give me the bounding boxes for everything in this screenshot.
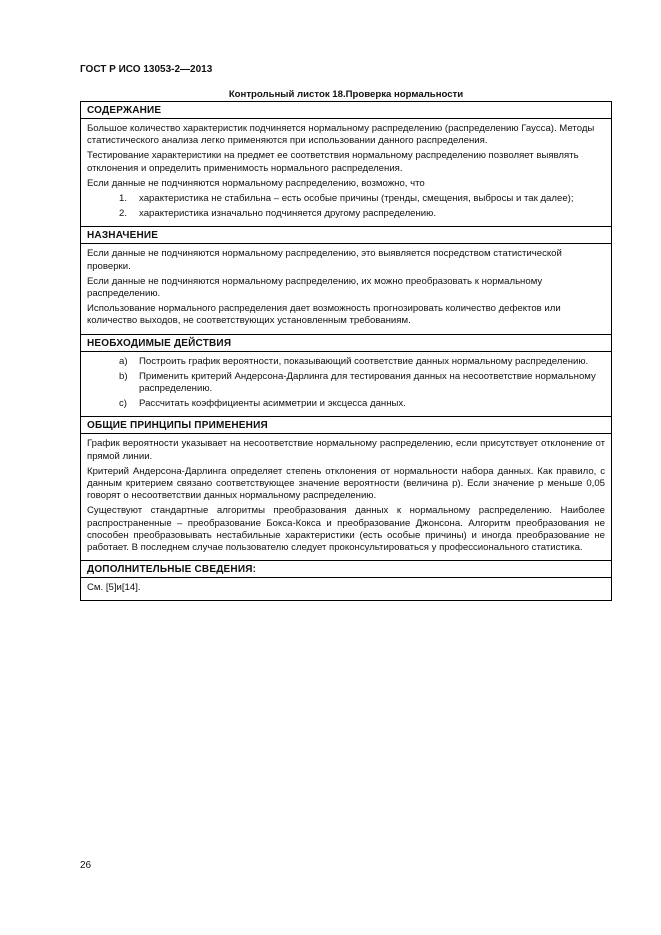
list-item	[87, 193, 605, 205]
section-title: СОДЕРЖАНИЕ	[81, 102, 611, 119]
list-item	[87, 371, 605, 395]
document-header: ГОСТ Р ИСО 13053-2—2013	[80, 64, 213, 75]
list-marker: a)	[119, 355, 128, 367]
section-title: ОБЩИЕ ПРИНЦИПЫ ПРИМЕНЕНИЯ	[81, 417, 611, 434]
list-item	[87, 356, 605, 368]
paragraph: Использование нормального распределения дает возможность прогнозировать количество дефектов или количество выходов, не соответствующих установленным требованиям.	[87, 303, 561, 327]
paragraph: Тестирование характеристики на предмет ее соответствия нормальному распределению позволяет выявлять отклонения и определить применимость нормального распределения.	[87, 150, 579, 174]
list-item-text: Применить критерий Андерсона-Дарлинга для тестирования данных на несоответствие нормальному распределению.	[139, 370, 596, 395]
list-marker: b)	[119, 370, 128, 382]
list-item	[87, 208, 605, 220]
section-title: ДОПОЛНИТЕЛЬНЫЕ СВЕДЕНИЯ:	[81, 561, 611, 578]
paragraph: Существуют стандартные алгоритмы преобразования данных к нормальному распределению. Наиболее распространенные – преобразование Бокса-Кокса и преобразование Джонсона. Алгоритм преобразования не способен преобразовывать нестабильные характеристики (есть особые причины) и иногда преобразование не работает. В последнем случае пользователю следует проконсультироваться у профессионального статистика.	[87, 505, 605, 554]
section-content	[81, 102, 611, 227]
list-item	[87, 398, 605, 410]
paragraph: См. [5]и[14].	[87, 582, 141, 594]
section-title: НАЗНАЧЕНИЕ	[81, 227, 611, 244]
list-item-text: характеристика не стабильна – есть особые причины (тренды, смещения, выбросы и так далее);	[139, 193, 574, 205]
list-item-text: характеристика изначально подчиняется другому распределению.	[139, 208, 437, 220]
checklist-table	[80, 101, 612, 601]
paragraph: Критерий Андерсона-Дарлинга определяет степень отклонения от нормальности набора данных. Как правило, с данным критерием связано соответствующее значение вероятности (величина p). Если значение p меньше 0,05 говорят о несоответствии данных нормальному распределению.	[87, 465, 605, 502]
checklist-title: Контрольный листок 18.Проверка нормальности	[228, 89, 464, 100]
list-item-text: Рассчитать коэффициенты асимметрии и эксцесса данных.	[139, 398, 406, 410]
section-principles	[81, 417, 611, 561]
list-item-text: Построить график вероятности, показывающий соответствие данных нормальному распределению.	[139, 355, 589, 367]
paragraph: Если данные не подчиняются нормальному распределению, их можно преобразовать к нормальному распределению.	[87, 275, 543, 300]
section-additional	[81, 561, 611, 600]
list-marker: c)	[119, 398, 127, 410]
paragraph: Если данные не подчиняются нормальному распределению, это выявляется посредством статистической проверки.	[87, 248, 562, 272]
list-marker: 2.	[119, 208, 128, 220]
section-title: НЕОБХОДИМЫЕ ДЕЙСТВИЯ	[81, 335, 611, 352]
paragraph: Большое количество характеристик подчиняется нормальному распределению (распределению Гаусса). Методы статистического анализа легко применяются при использовании данного распределения.	[87, 123, 595, 147]
paragraph: График вероятности указывает на несоответствие нормальному распределению, если присутствует отклонение от прямой линии.	[87, 438, 605, 462]
lettered-list	[87, 356, 605, 411]
paragraph: Если данные не подчиняются нормальному распределению, возможно, что	[87, 177, 425, 189]
page-number: 26	[80, 860, 92, 871]
section-actions	[81, 335, 611, 418]
section-purpose	[81, 227, 611, 334]
numbered-list	[87, 193, 605, 220]
list-marker: 1.	[119, 193, 128, 205]
